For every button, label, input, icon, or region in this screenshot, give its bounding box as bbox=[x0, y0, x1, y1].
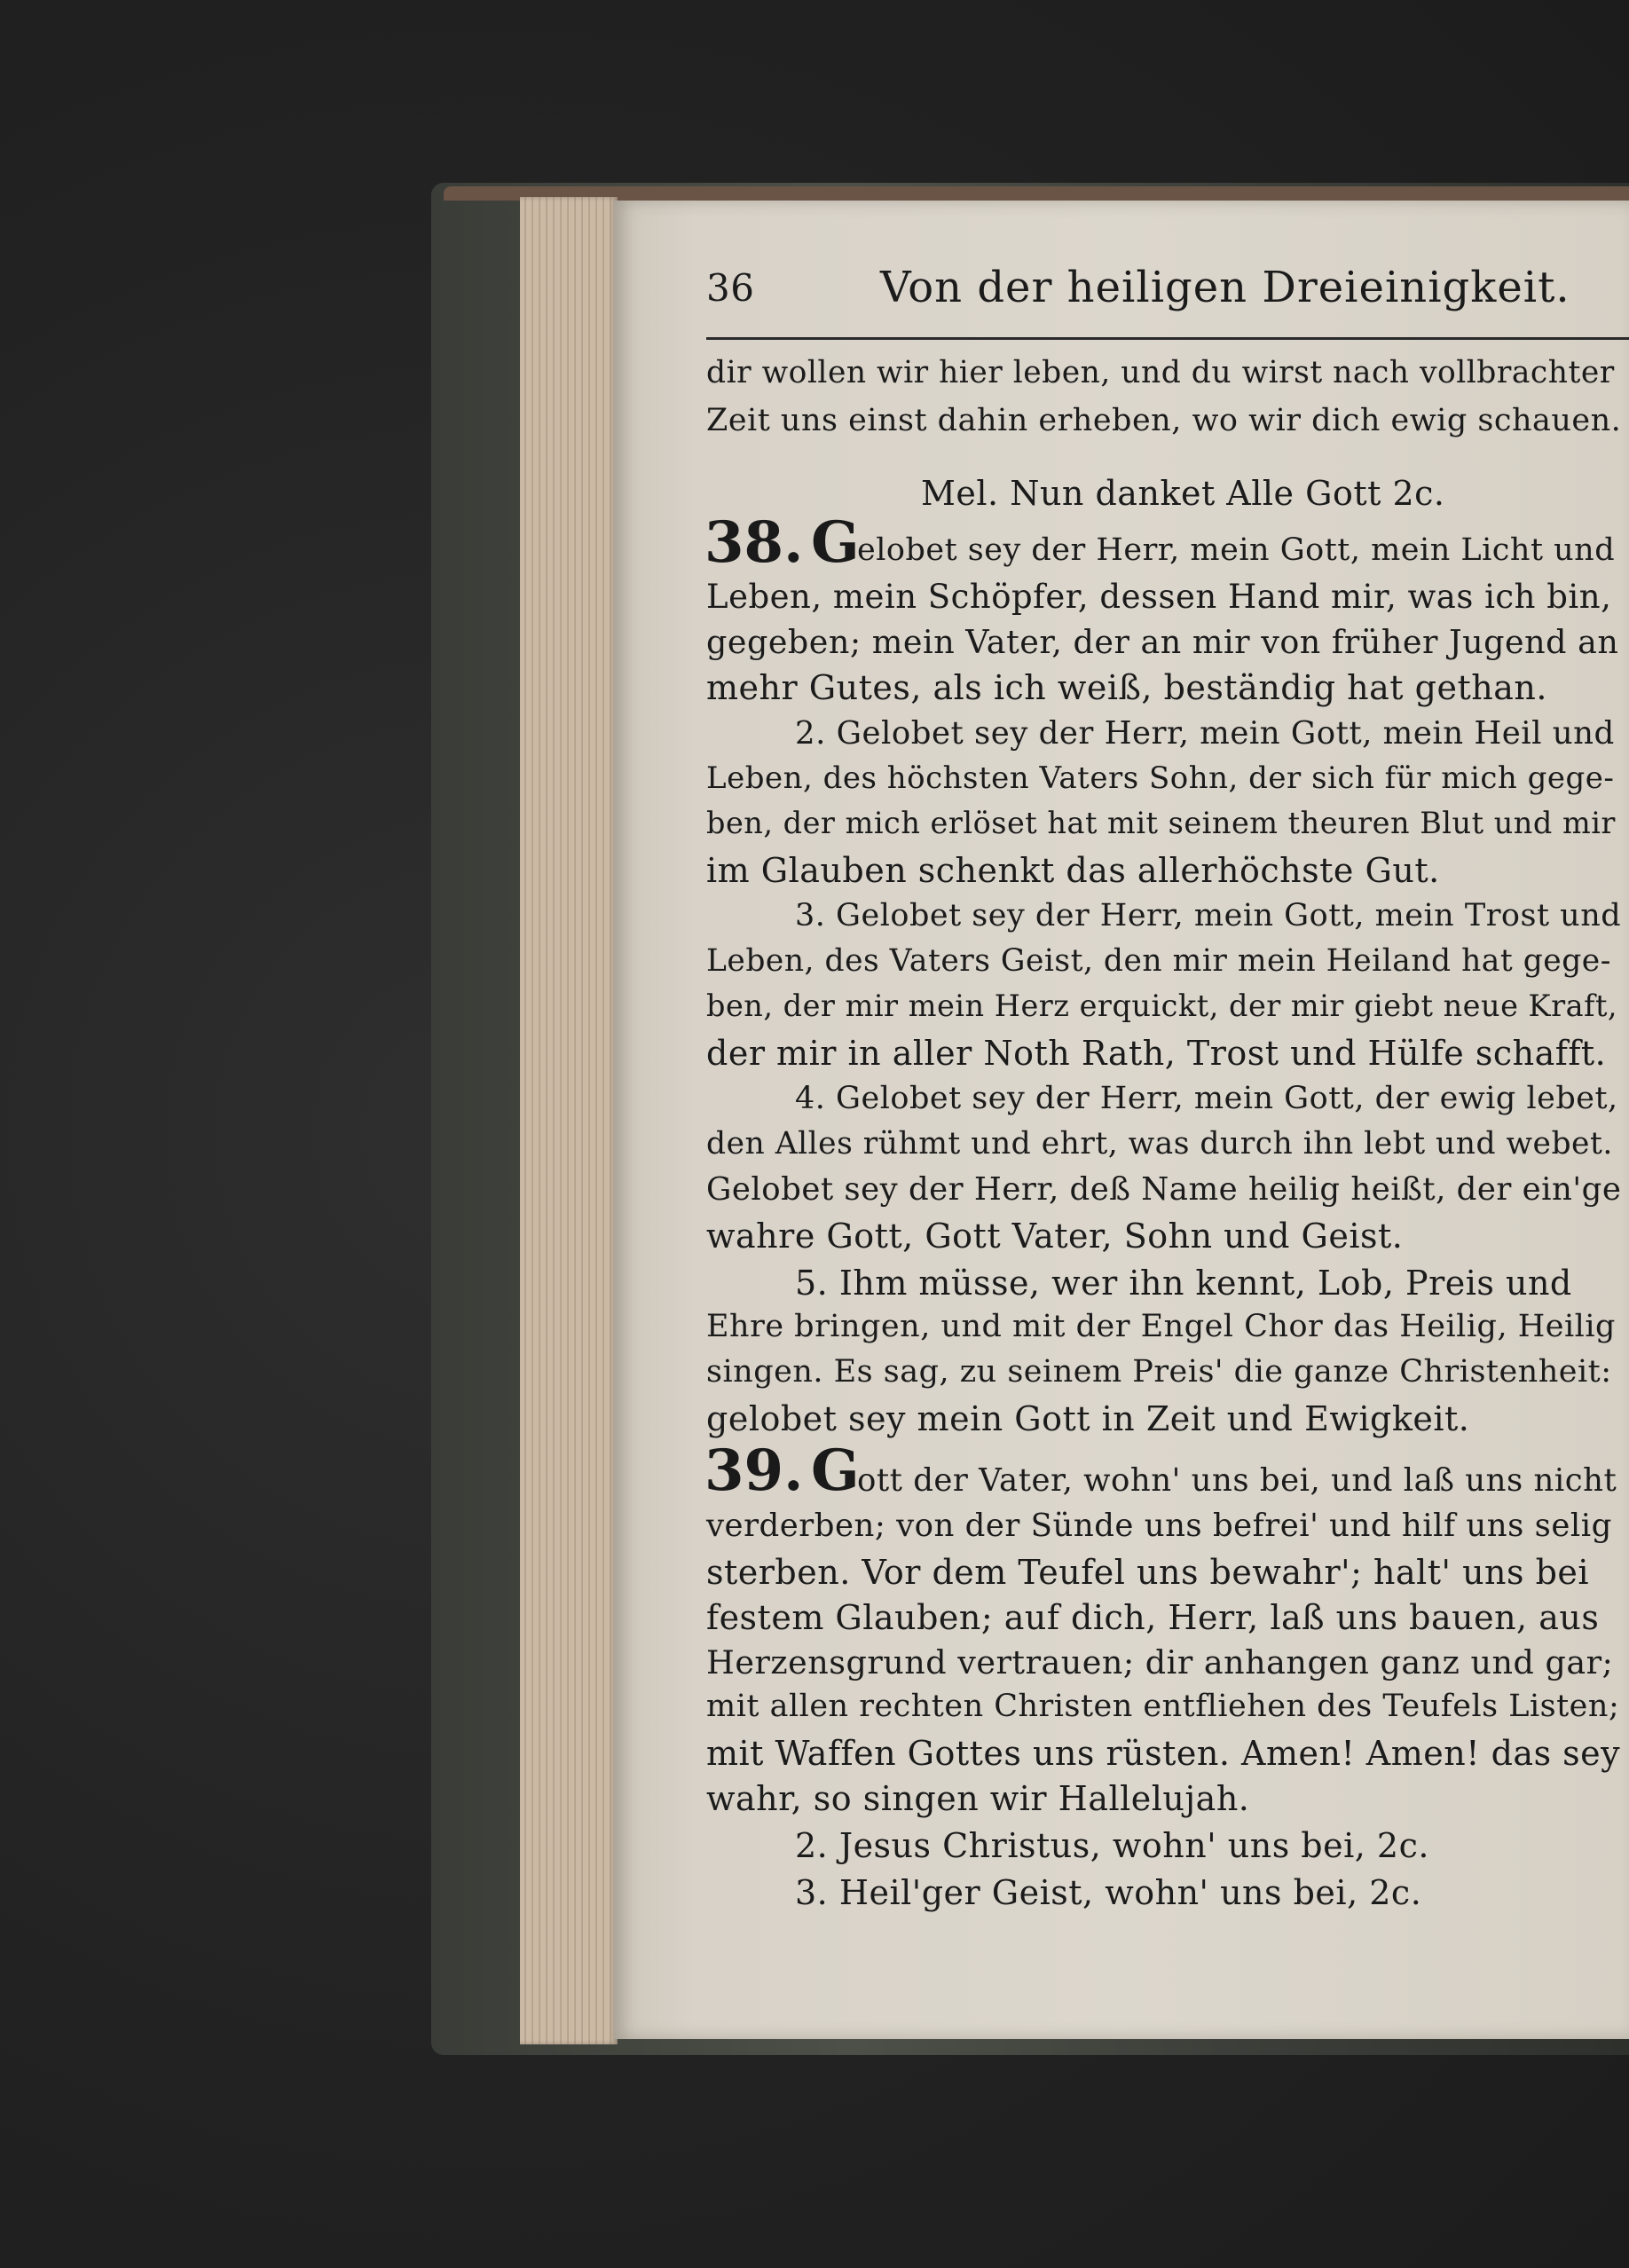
hymn-line: verderben; von der Sünde uns befrei' und hilf uns selig bbox=[706, 1508, 1612, 1544]
hymn-line: sterben. Vor dem Teufel uns bewahr'; halt' uns bei bbox=[706, 1553, 1590, 1592]
hymn-line: ott der Vater, wohn' uns bei, und laß uns nicht bbox=[857, 1462, 1617, 1499]
hymn-line: 3. Gelobet sey der Herr, mein Gott, mein Trost und bbox=[795, 898, 1622, 933]
hymn-line: Ehre bringen, und mit der Engel Chor das Heilig, Heilig bbox=[706, 1309, 1616, 1344]
hymn-line: Herzensgrund vertrauen; dir anhangen ganz und gar; bbox=[706, 1643, 1614, 1681]
book-cover-edge bbox=[444, 186, 1629, 201]
header-rule bbox=[706, 337, 1629, 340]
hymn-line: mit Waffen Gottes uns rüsten. Amen! Amen! das sey bbox=[706, 1734, 1621, 1773]
hymn-number: 39. bbox=[704, 1437, 804, 1504]
hymn-line: singen. Es sag, zu seinem Preis' die ganze Christenheit: bbox=[706, 1354, 1612, 1390]
hymn-line: 2. Jesus Christus, wohn' uns bei, 2c. bbox=[795, 1826, 1429, 1865]
hymn-line: elobet sey der Herr, mein Gott, mein Licht und bbox=[857, 532, 1616, 568]
hymn-number: 38. bbox=[704, 509, 804, 576]
drop-initial: G bbox=[811, 1437, 860, 1504]
hymn-line: der mir in aller Noth Rath, Trost und Hülfe schafft. bbox=[706, 1034, 1607, 1073]
hymn-line: 3. Heil'ger Geist, wohn' uns bei, 2c. bbox=[795, 1873, 1422, 1912]
hymn-line: ben, der mich erlöset hat mit seinem theuren Blut und mir bbox=[706, 806, 1616, 840]
hymn-line: im Glauben schenkt das allerhöchste Gut. bbox=[706, 851, 1440, 890]
hymn-line: 4. Gelobet sey der Herr, mein Gott, der ewig lebet, bbox=[795, 1081, 1618, 1116]
intro-line: Zeit uns einst dahin erheben, wo wir dich ewig schauen. bbox=[706, 403, 1622, 438]
hymn-line: wahre Gott, Gott Vater, Sohn und Geist. bbox=[706, 1217, 1404, 1256]
hymn-line: Leben, des Vaters Geist, den mir mein Heiland hat gege- bbox=[706, 943, 1611, 979]
hymn-line: mehr Gutes, als ich weiß, beständig hat gethan. bbox=[706, 668, 1547, 707]
hymn-line: ben, der mir mein Herz erquickt, der mir giebt neue Kraft, bbox=[706, 988, 1618, 1023]
hymn-line: gelobet sey mein Gott in Zeit und Ewigkeit. bbox=[706, 1399, 1470, 1438]
melody-line: Mel. Nun danket Alle Gott 2c. bbox=[921, 474, 1445, 513]
page-stack bbox=[520, 197, 618, 2044]
hymn-line: Leben, des höchsten Vaters Sohn, der sich für mich gege- bbox=[706, 760, 1615, 796]
hymn-line: festem Glauben; auf dich, Herr, laß uns bauen, aus bbox=[706, 1598, 1600, 1637]
hymn-line: wahr, so singen wir Hallelujah. bbox=[706, 1779, 1250, 1818]
hymn-line: Leben, mein Schöpfer, dessen Hand mir, was ich bin, bbox=[706, 578, 1612, 616]
hymn-line: 2. Gelobet sey der Herr, mein Gott, mein Heil und bbox=[795, 715, 1615, 752]
running-title: Von der heiligen Dreieinigkeit. bbox=[880, 263, 1570, 312]
hymn-line: mit allen rechten Christen entfliehen des Teufels Listen; bbox=[706, 1689, 1620, 1724]
page-number: 36 bbox=[706, 266, 755, 310]
drop-initial: G bbox=[811, 509, 860, 576]
intro-line: dir wollen wir hier leben, und du wirst nach vollbrachter bbox=[706, 355, 1615, 390]
hymn-line: den Alles rühmt und ehrt, was durch ihn lebt und webet. bbox=[706, 1126, 1613, 1162]
hymn-line: gegeben; mein Vater, der an mir von früher Jugend an bbox=[706, 623, 1619, 661]
hymn-line: Gelobet sey der Herr, deß Name heilig heißt, der ein'ge bbox=[706, 1171, 1622, 1208]
hymn-line: 5. Ihm müsse, wer ihn kennt, Lob, Preis und bbox=[795, 1264, 1572, 1303]
